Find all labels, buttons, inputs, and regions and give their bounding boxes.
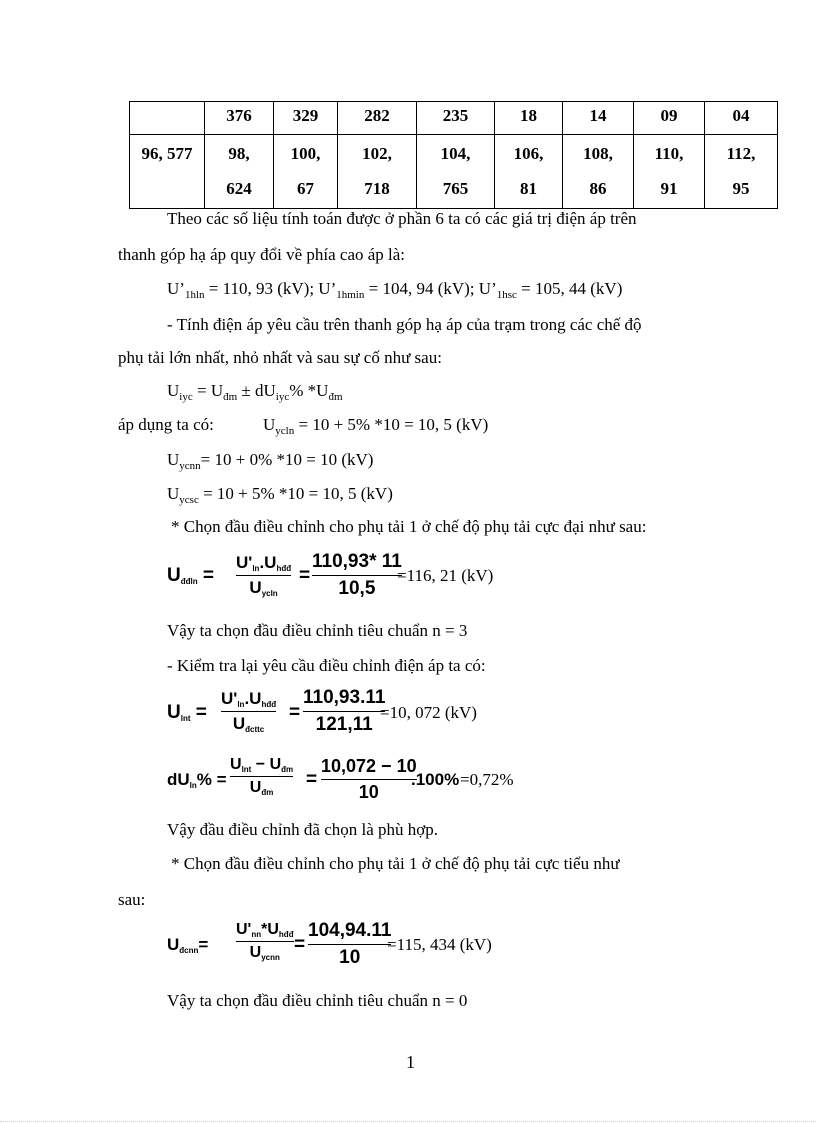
page-divider <box>0 1121 816 1122</box>
text-span: U’ <box>478 279 497 298</box>
paragraph-line: * Chọn đầu điều chỉnh cho phụ tải 1 ở chế độ phụ tải cực đại như sau: <box>171 517 647 536</box>
denominator <box>236 944 294 962</box>
table-cell: 09 <box>634 102 705 135</box>
subscript: lnt <box>180 714 191 723</box>
fraction-bar <box>312 575 402 576</box>
cell-line: 104, <box>440 144 471 163</box>
cell-line: 67 <box>297 179 314 198</box>
page-number: 1 <box>406 1052 415 1072</box>
text-span: U <box>167 702 181 723</box>
numerator: 104,94.11 <box>308 920 392 941</box>
denominator: 10 <box>339 947 361 968</box>
subscript: ycnn <box>179 460 201 472</box>
subscript: hđđ <box>278 930 294 939</box>
fraction-bar <box>236 575 291 576</box>
text-span: U <box>167 484 180 503</box>
denominator <box>221 714 276 734</box>
table-cell <box>417 135 495 209</box>
subscript: đm <box>281 765 294 774</box>
subscript: ycln <box>275 425 295 437</box>
text-span: .U <box>259 553 277 572</box>
eq-fraction-values <box>312 551 402 600</box>
table-cell <box>130 102 205 135</box>
text-span: U <box>249 779 262 796</box>
denominator: 10,5 <box>338 578 376 599</box>
table-cell <box>563 135 634 209</box>
ycnn-line <box>167 450 373 470</box>
cell-line: 108, <box>583 144 613 163</box>
eq-fraction <box>236 553 291 598</box>
text-span: = 104, 94 (kV); <box>364 279 479 298</box>
subscript: 1hmin <box>336 289 365 301</box>
paragraph-line: Vậy đầu điều chỉnh đã chọn là phù hợp. <box>167 820 439 839</box>
equals-sign: = <box>306 769 318 790</box>
paragraph-line: * Chọn đầu điều chỉnh cho phụ tải 1 ở chế độ phụ tải cực tiểu như <box>171 854 620 873</box>
table-cell <box>205 135 274 209</box>
apply-label: áp dụng ta có: <box>118 415 214 434</box>
voltage-table <box>129 101 778 209</box>
table-cell: 14 <box>563 102 634 135</box>
text-span: U’ <box>318 279 337 298</box>
subscript: iyc <box>275 391 290 403</box>
equals-sign: = <box>299 565 311 586</box>
fraction-bar <box>321 779 417 780</box>
cell-line: 106, <box>513 144 544 163</box>
eq-tail: .100% <box>411 770 460 789</box>
subscript: nn <box>251 930 262 939</box>
text-span: % *U <box>289 381 329 400</box>
table-cell: 376 <box>205 102 274 135</box>
text-span: = 10 + 5% *10 = 10, 5 (kV) <box>294 415 489 434</box>
eq-result: =0,72% <box>460 770 514 789</box>
table-row <box>130 102 778 135</box>
numerator: 110,93.11 <box>303 687 386 708</box>
text-span: U' <box>221 689 238 708</box>
general-formula <box>167 381 343 401</box>
eq-lhs: dUln% = <box>167 770 227 790</box>
numerator <box>230 756 293 774</box>
text-span: U <box>167 935 180 954</box>
cell-line: 112, <box>726 144 756 163</box>
fraction-bar <box>308 944 391 945</box>
paragraph-line: - Tính điện áp yêu cầu trên thanh góp hạ áp của trạm trong các chế độ <box>167 315 642 334</box>
text-span: U' <box>236 553 253 572</box>
table-cell <box>495 135 563 209</box>
equals-sign: = <box>289 702 301 723</box>
cell-line: 100, <box>290 144 321 163</box>
ycln-line <box>263 415 488 435</box>
paragraph-line: Theo các số liệu tính toán được ở phần 6 ta có các giá trị điện áp trên <box>167 209 637 228</box>
equals-sign: = <box>294 934 306 955</box>
text-span: U <box>167 381 180 400</box>
subscript: ln <box>252 564 260 573</box>
subscript: đcnn <box>179 946 199 955</box>
denominator: 121,11 <box>315 714 373 735</box>
eq-lhs: Uđcnn= <box>167 935 209 955</box>
text-span: *U <box>261 921 279 938</box>
subscript: ycln <box>261 589 278 598</box>
paragraph-line: sau: <box>118 890 146 909</box>
subscript: 1hln <box>184 289 205 301</box>
cell-line: 718 <box>364 179 390 198</box>
paragraph-line: Vậy ta chọn đầu điều chỉnh tiêu chuẩn n = 3 <box>167 621 468 640</box>
cell-line: 96, 577 <box>141 144 193 163</box>
table-cell: 282 <box>338 102 417 135</box>
subscript: hđđ <box>276 564 292 573</box>
cell-line: 765 <box>442 179 469 198</box>
eq-fraction <box>236 921 294 962</box>
eq-result: =115, 434 (kV) <box>387 935 492 954</box>
paragraph-line: Vậy ta chọn đầu điều chỉnh tiêu chuẩn n = 0 <box>167 991 468 1010</box>
eq-fraction-values <box>303 687 385 736</box>
subscript: đm <box>261 788 274 797</box>
eq-fraction <box>230 756 293 797</box>
table-row <box>130 135 778 209</box>
text-span: U <box>230 756 242 773</box>
text-span: U <box>249 944 262 961</box>
table-cell <box>130 135 205 209</box>
eq-result: =116, 21 (kV) <box>397 566 494 585</box>
subscript: ycnn <box>261 953 280 962</box>
numerator <box>236 553 291 573</box>
text-span: U’ <box>167 279 185 298</box>
subscript: đcttc <box>245 725 265 734</box>
cell-line: 81 <box>520 179 537 198</box>
eq-result: =10, 072 (kV) <box>380 703 477 722</box>
fraction-bar <box>230 776 293 777</box>
paragraph-line: - Kiểm tra lại yêu cầu điều chỉnh điện áp ta có: <box>167 656 486 675</box>
table-cell <box>634 135 705 209</box>
text-span: U' <box>236 921 252 938</box>
subscript: hđđ <box>261 700 277 709</box>
subscript: đđln <box>180 577 198 586</box>
table-cell: 18 <box>495 102 563 135</box>
text-span: U <box>232 714 246 733</box>
cell-line: 95 <box>732 179 750 198</box>
denominator: 10 <box>358 782 379 802</box>
eq-fraction <box>221 689 276 734</box>
text-span: dU <box>167 770 190 789</box>
subscript: lnt <box>241 765 252 774</box>
eq-fraction-values <box>321 756 417 803</box>
table-cell <box>338 135 417 209</box>
cell-line: 91 <box>660 179 678 198</box>
eq-fraction-values <box>308 920 391 969</box>
table-cell: 329 <box>274 102 338 135</box>
fraction-bar <box>236 941 294 942</box>
table-cell: 04 <box>705 102 778 135</box>
table-cell <box>274 135 338 209</box>
cell-line: 102, <box>362 144 392 163</box>
cell-line: 86 <box>589 179 607 198</box>
subscript: ln <box>189 781 197 790</box>
eq-lhs: Ulnt = <box>167 702 207 723</box>
numerator <box>221 689 276 709</box>
fraction-bar <box>303 711 385 712</box>
text-span: U <box>167 450 180 469</box>
text-span: = 110, 93 (kV); <box>204 279 319 298</box>
u-values-line <box>167 279 622 299</box>
paragraph-line: thanh góp hạ áp quy đổi về phía cao áp là: <box>118 245 406 264</box>
eq-lhs: Uđđln = <box>167 565 214 586</box>
denominator <box>236 578 291 598</box>
table-cell <box>705 135 778 209</box>
text-span: .U <box>244 689 262 708</box>
text-span: = 105, 44 (kV) <box>516 279 623 298</box>
fraction-bar <box>221 711 276 712</box>
subscript: ycsc <box>179 494 199 506</box>
text-span: ± dU <box>237 381 276 400</box>
numerator <box>236 921 294 939</box>
paragraph-line: phụ tải lớn nhất, nhỏ nhất và sau sự cố như sau: <box>118 348 442 367</box>
cell-line: 110, <box>654 144 684 163</box>
text-span: = 10 + 5% *10 = 10, 5 (kV) <box>198 484 393 503</box>
cell-line: 624 <box>226 179 252 198</box>
subscript: iyc <box>179 391 193 403</box>
ycsc-line <box>167 484 393 504</box>
subscript: đm <box>223 391 238 403</box>
text-span: − U <box>251 756 282 773</box>
text-span: % <box>196 770 212 789</box>
denominator <box>230 779 293 797</box>
text-span: = 10 + 0% *10 = 10 (kV) <box>200 450 374 469</box>
subscript: 1hsc <box>496 289 517 301</box>
cell-line: 98, <box>228 144 250 163</box>
table-cell: 235 <box>417 102 495 135</box>
text-span: U <box>249 578 262 597</box>
subscript: đm <box>328 391 343 403</box>
text-span: = U <box>192 381 224 400</box>
numerator: 110,93* 11 <box>312 551 402 572</box>
subscript: ln <box>237 700 245 709</box>
numerator: 10,072 − 10 <box>321 756 417 776</box>
text-span: U <box>263 415 276 434</box>
text-span: U <box>167 565 181 586</box>
